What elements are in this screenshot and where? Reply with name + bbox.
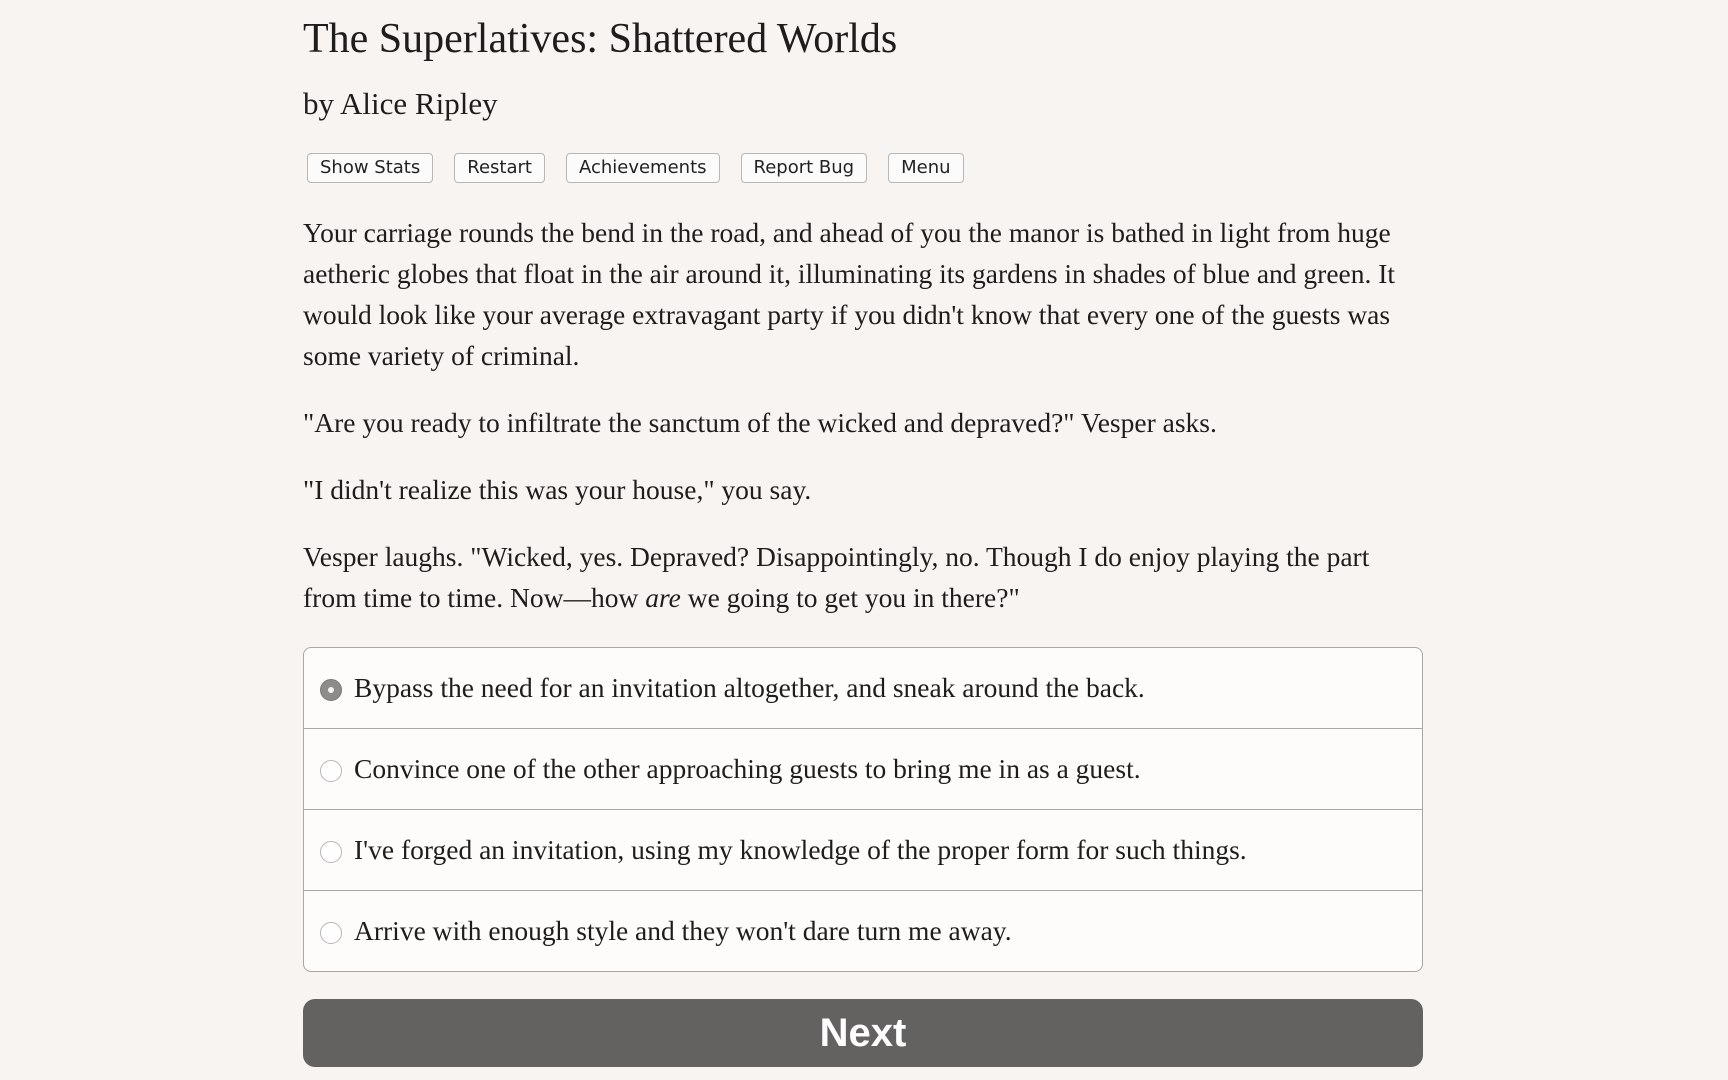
- menu-button[interactable]: Menu: [888, 153, 963, 183]
- story-paragraph: Your carriage rounds the bend in the road, and ahead of you the manor is bathed in light from huge aetheric globes that float in the air around it, illuminating its gardens in shades of blue and green. It would look like your average extravagant party if you didn't know that every one of the guests was some variety of criminal.: [303, 217, 1396, 371]
- story-paragraph: "Are you ready to infiltrate the sanctum of the wicked and depraved?" Vesper asks.: [303, 407, 1217, 438]
- game-author: by Alice Ripley: [303, 86, 498, 121]
- achievements-button[interactable]: Achievements: [566, 153, 720, 183]
- story-paragraph: [303, 536, 1425, 618]
- restart-button[interactable]: Restart: [454, 153, 545, 183]
- choice-option[interactable]: [304, 648, 1422, 729]
- show-stats-button[interactable]: Show Stats: [307, 153, 433, 183]
- radio-button[interactable]: [320, 841, 342, 863]
- choice-list: [303, 647, 1423, 972]
- choice-option[interactable]: [304, 810, 1422, 891]
- story-text-fragment: Vesper laughs. "Wicked, yes. Depraved? Disappointingly, no. Though I do enjoy playing the part from time to time. Now—how: [303, 541, 1370, 613]
- radio-button[interactable]: [320, 760, 342, 782]
- next-button[interactable]: Next: [303, 999, 1423, 1067]
- choice-label: Arrive with enough style and they won't dare turn me away.: [354, 915, 1012, 946]
- story-text: [303, 212, 1425, 644]
- radio-button[interactable]: [320, 679, 342, 701]
- choice-option[interactable]: [304, 891, 1422, 971]
- story-emphasis: are: [645, 582, 681, 613]
- choice-label: Bypass the need for an invitation altogether, and sneak around the back.: [354, 672, 1145, 703]
- report-bug-button[interactable]: Report Bug: [741, 153, 868, 183]
- story-paragraph: "I didn't realize this was your house," you say.: [303, 474, 812, 505]
- choice-label: I've forged an invitation, using my knowledge of the proper form for such things.: [354, 834, 1247, 865]
- choice-option[interactable]: [304, 729, 1422, 810]
- radio-button[interactable]: [320, 922, 342, 944]
- toolbar: [307, 153, 964, 183]
- story-text-fragment: we going to get you in there?": [680, 582, 1020, 613]
- game-title: The Superlatives: Shattered Worlds: [303, 16, 898, 62]
- choice-label: Convince one of the other approaching guests to bring me in as a guest.: [354, 753, 1141, 784]
